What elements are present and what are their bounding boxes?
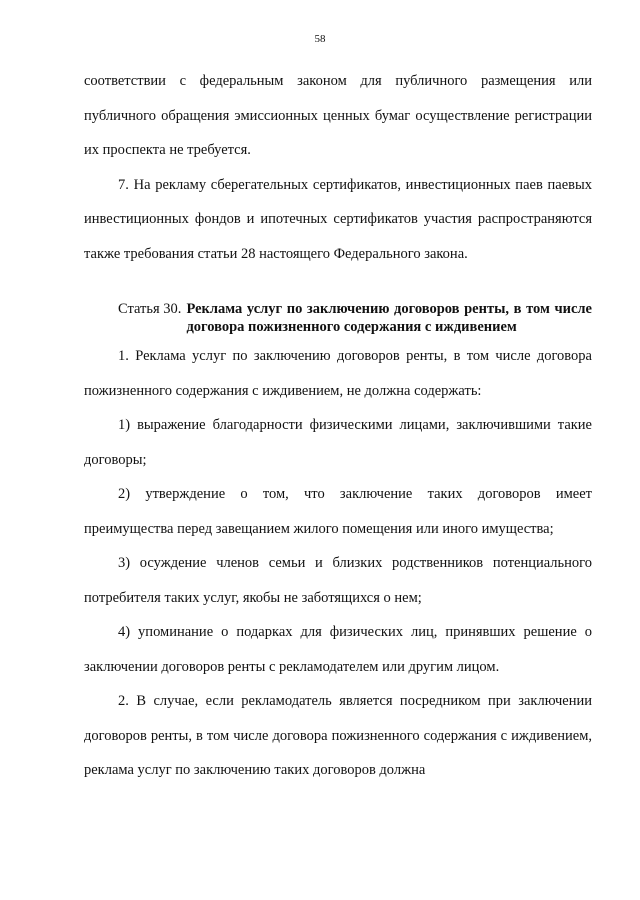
subclause-4: 4) упоминание о подарках для физических лиц, принявших решение о заключении договоров ренты с рекламодателем или другим лицом. <box>84 624 592 675</box>
subclause-3: 3) осуждение членов семьи и близких родственников потенциального потребителя таких услуг, якобы не заботящихся о нем; <box>84 555 592 606</box>
subclause-1: 1) выражение благодарности физическими лицами, заключившими такие договоры; <box>84 417 592 468</box>
article-title: Реклама услуг по заключению договоров ренты, в том числе договора пожизненного содержания с иждивением <box>186 301 592 335</box>
subclause-2: 2) утверждение о том, что заключение таких договоров имеет преимущества перед завещанием жилого помещения или иного имущества; <box>84 486 592 537</box>
article-number: Статья 30. <box>118 301 182 317</box>
continued-paragraph: соответствии с федеральным законом для публичного размещения или публичного обращения эмиссионных ценных бумаг осуществление регистрации их проспекта не требуется. <box>84 73 592 158</box>
clause-2: 2. В случае, если рекламодатель является посредником при заключении договоров ренты, в том числе договора пожизненного содержания с иждивением, реклама услуг по заключению таких договоров должна <box>84 693 592 778</box>
paragraph-7: 7. На рекламу сберегательных сертификатов, инвестиционных паев паевых инвестиционных фондов и ипотечных сертификатов участия распространяются также требования статьи 28 настоящего Федерального закона. <box>84 176 592 262</box>
article-heading <box>84 300 592 336</box>
clause-1: 1. Реклама услуг по заключению договоров ренты, в том числе договора пожизненного содержания с иждивением, не должна содержать: <box>84 348 592 399</box>
document-body <box>84 64 592 788</box>
page-number: 58 <box>314 33 326 45</box>
